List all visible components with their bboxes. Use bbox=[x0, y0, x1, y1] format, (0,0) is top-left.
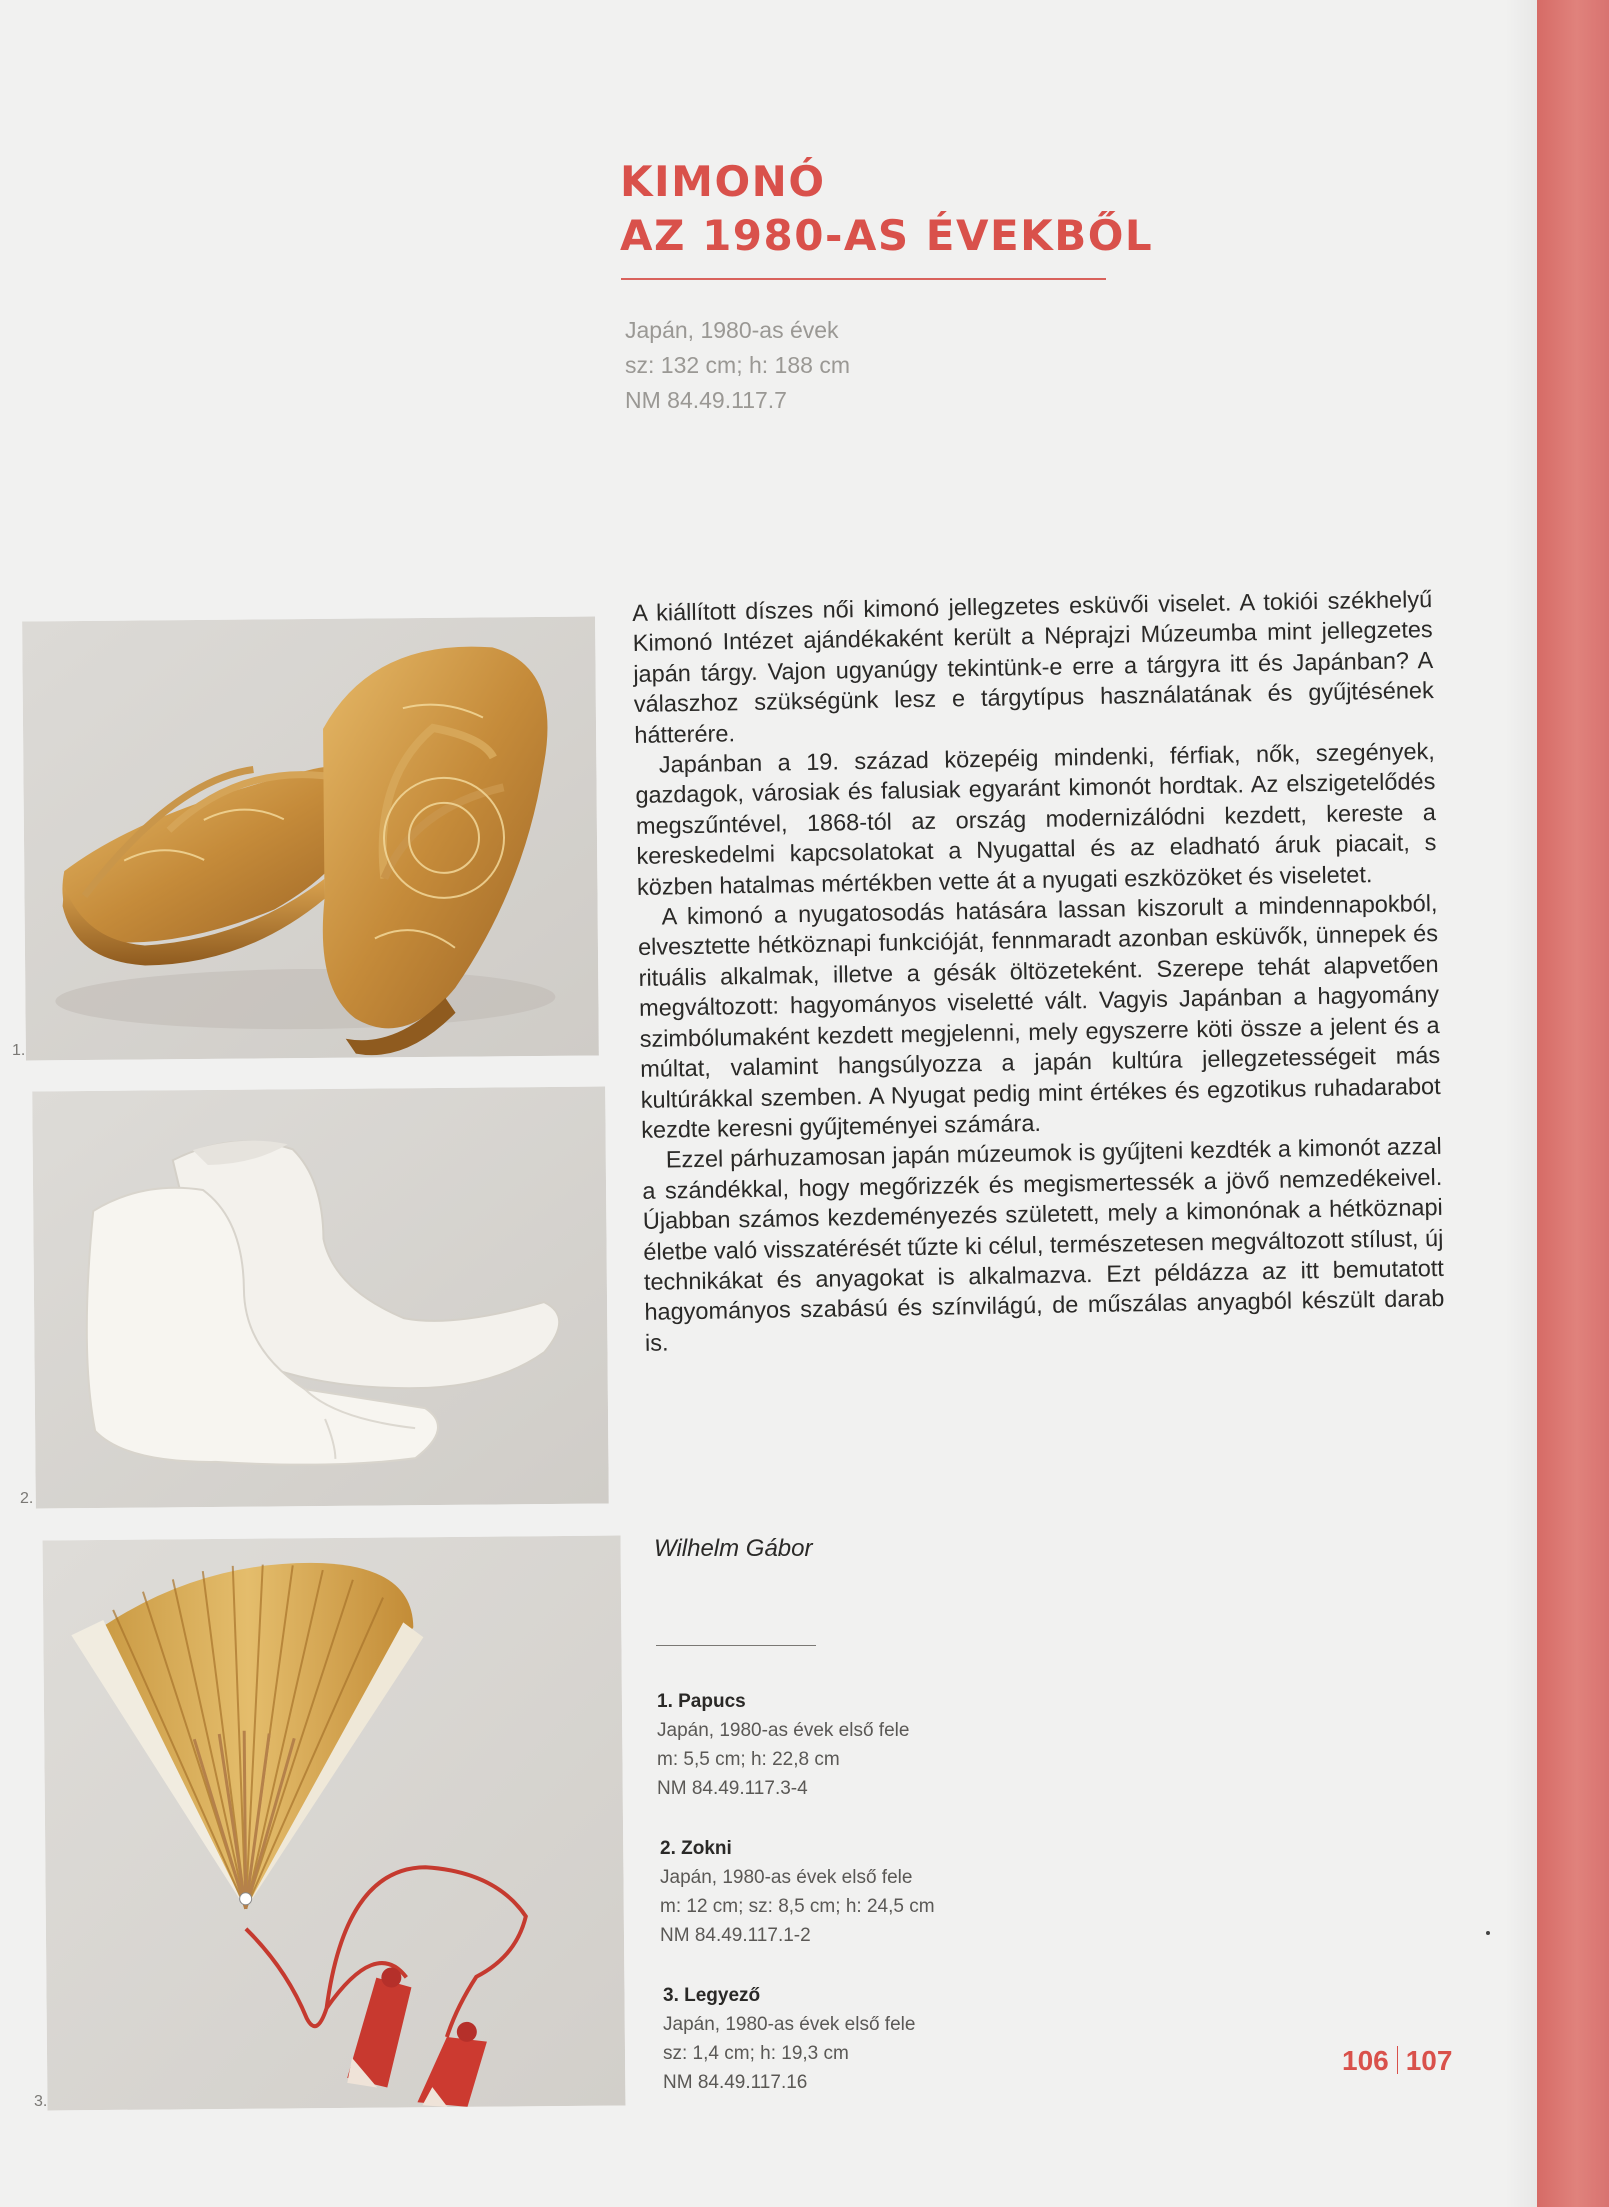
next-page-edge bbox=[1537, 0, 1609, 2207]
page-gutter-shadow bbox=[1505, 0, 1537, 2207]
caption-2 bbox=[660, 1834, 935, 1950]
object-dimensions: sz: 132 cm; h: 188 cm bbox=[625, 352, 850, 378]
article-paragraph: A kimonó a nyugatosodás hatására lassan kiszorult a mindennapokból, elvesztette hétköznapi funkcióját, fennmaradt azonban esküvők, ünnepek és rituális alkalmak, illetve a gésák öltözeteként. Szerepe tehát alapvetően megváltozott: hagyományos viseletté vált. Vagyis Japánban a hagyomány szimbólumaként kezdett megjelenni, mely egyszerre köti össze a jelent és a múltat, valamint hangsúlyozza a japán kultúra jellegzetességeit más kultúrákkal szemben. A Nyugat pedig mint értékes és egzotikus ruhadarabot kezdte keresni gyűjteményei számára. bbox=[637, 890, 1441, 1143]
caption-dimensions: m: 5,5 cm; h: 22,8 cm bbox=[657, 1749, 840, 1770]
article-author: Wilhelm Gábor bbox=[654, 1535, 813, 1562]
article-paragraph: A kiállított díszes női kimonó jellegzetes esküvői viselet. A tokiói székhelyű Kimonó Intézet ajándékaként került a Néprajzi Múzeumba mint jellegzetes japán tárgy. Vajon ugyanúgy tekintünk-e erre a tárgyra itt és Japánban? A válaszhoz szükségünk lesz e tárgytípus használatának és gyűjtésének hátterére. bbox=[632, 586, 1434, 748]
photo-fan bbox=[43, 1535, 626, 2110]
page-number-right: 107 bbox=[1405, 2045, 1453, 2076]
caption-inventory: NM 84.49.117.16 bbox=[663, 2072, 808, 2093]
page-number-separator bbox=[1397, 2046, 1398, 2074]
object-inventory-number: NM 84.49.117.7 bbox=[625, 387, 787, 413]
photo-number-3: 3. bbox=[34, 2093, 48, 2110]
captions-divider bbox=[656, 1645, 816, 1646]
caption-dimensions: m: 12 cm; sz: 8,5 cm; h: 24,5 cm bbox=[660, 1896, 935, 1917]
caption-title: 3. Legyező bbox=[663, 1985, 761, 2006]
article-paragraph: Japánban a 19. század közepéig mindenki, férfiak, nők, szegények, gazdagok, városiak és falusiak egyaránt kimonót hordtak. Az elszigetelődés megszűntével, 1868-tól az ország modernizálódni kezdett, kereste a kereskedelmi kapcsolatokat a Nyugattal és az eladható áruk piacait, s közben hatalmas mértékben vette át a nyugati eszközöket és viseletet. bbox=[635, 738, 1437, 900]
object-origin: Japán, 1980-as évek bbox=[625, 317, 839, 343]
caption-3 bbox=[663, 1981, 915, 2097]
title-divider bbox=[621, 278, 1106, 280]
sandals-image bbox=[22, 617, 599, 1061]
caption-title: 2. Zokni bbox=[660, 1838, 732, 1859]
scan-speck bbox=[1486, 1931, 1490, 1935]
page-numbers bbox=[1342, 2045, 1452, 2077]
article-body bbox=[632, 584, 1445, 1358]
caption-origin: Japán, 1980-as évek első fele bbox=[657, 1720, 910, 1741]
caption-origin: Japán, 1980-as évek első fele bbox=[663, 2014, 916, 2035]
photo-number-1: 1. bbox=[12, 1042, 26, 1059]
photo-number-2: 2. bbox=[20, 1490, 34, 1507]
caption-title: 1. Papucs bbox=[657, 1691, 746, 1712]
photo-socks bbox=[32, 1087, 609, 1509]
caption-inventory: NM 84.49.117.3-4 bbox=[657, 1778, 808, 1799]
caption-inventory: NM 84.49.117.1-2 bbox=[660, 1925, 811, 1946]
caption-1 bbox=[657, 1687, 909, 1803]
page-title-line-2: AZ 1980-AS ÉVEKBŐL bbox=[620, 211, 1154, 260]
object-metadata bbox=[625, 313, 850, 418]
article-paragraph: Ezzel párhuzamosan japán múzeumok is gyűjteni kezdték a kimonót azzal a szándékkal, hogy megőrizzék és megismertessék a jövő nemzedékeivel. Újabban számos kezdeményezés született, mely a kimonónak a hétköznapi életbe való visszatérését tűzte ki célul, természetesen megváltozott stílust, új technikákat és anyagokat is alkalmazva. Ezt példázza az itt bemutatott hagyományos szabású és színvilágú, de műszálas anyagból készült darab is. bbox=[642, 1133, 1445, 1356]
photo-sandals bbox=[22, 617, 599, 1061]
page-number-left: 106 bbox=[1342, 2045, 1389, 2076]
fan-image bbox=[43, 1535, 626, 2110]
caption-dimensions: sz: 1,4 cm; h: 19,3 cm bbox=[663, 2043, 849, 2064]
socks-image bbox=[32, 1087, 609, 1509]
page-title-line-1: KIMONÓ bbox=[620, 157, 826, 206]
page-title bbox=[620, 155, 1153, 263]
caption-origin: Japán, 1980-as évek első fele bbox=[660, 1867, 913, 1888]
